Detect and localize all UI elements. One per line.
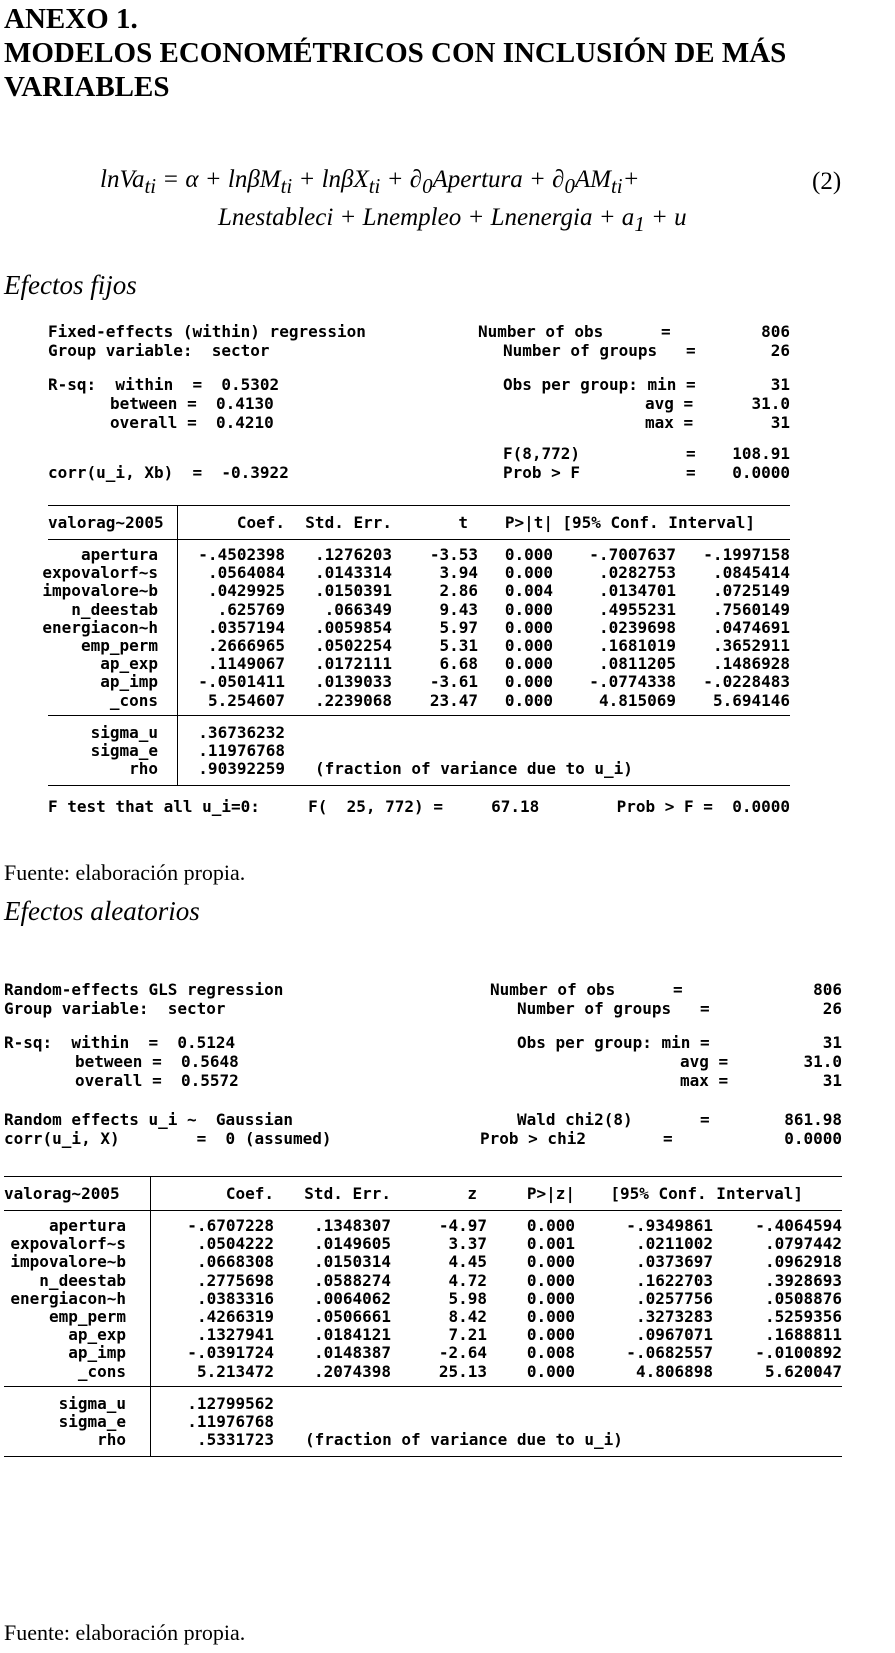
- table-row-ci-low: .0239698: [598, 617, 676, 637]
- table-row-stat: 4.45: [448, 1252, 487, 1272]
- table-row-ci-high: -.0100892: [755, 1343, 842, 1363]
- rsq-overall: overall = 0.4210: [110, 413, 274, 432]
- obs-max-value: 31: [822, 1071, 842, 1090]
- rho-value: .90392259: [198, 758, 285, 778]
- table-row-variable: expovalorf~s: [10, 1234, 126, 1254]
- table-row-coef: .2666965: [207, 636, 285, 655]
- table-row-ci-low: -.0682557: [626, 1343, 713, 1363]
- table-row-coef: .625769: [217, 599, 285, 619]
- regression-title: Fixed-effects (within) regression: [48, 322, 366, 341]
- table-row-stderr: .0064062: [313, 1288, 391, 1308]
- table-row-ci-low: .0373697: [635, 1252, 713, 1272]
- table-row-variable: n_deestab: [71, 599, 158, 619]
- rho-value: .5331723: [196, 1429, 274, 1449]
- table-row-pvalue: 0.000: [504, 545, 553, 564]
- corr-value: corr(u_i, Xb) = -0.3922: [48, 463, 289, 482]
- annex-title-line2: VARIABLES: [4, 71, 170, 103]
- ftest-all-prob: Prob > F = 0.0000: [616, 796, 790, 816]
- table-row-pvalue: 0.008: [526, 1343, 575, 1363]
- table-row-ci-low: .1622703: [635, 1270, 713, 1290]
- table-row-pvalue: 0.000: [504, 599, 553, 619]
- table-row-ci-low: 4.815069: [598, 690, 676, 710]
- table-rule: [48, 539, 790, 540]
- table-rule: [4, 1176, 842, 1177]
- table-row-stderr: .0184121: [313, 1325, 391, 1345]
- sigma-u-label: sigma_u: [58, 1393, 126, 1413]
- obs-min-label: Obs per group: min =: [503, 375, 696, 394]
- table-row-stat: 7.21: [448, 1325, 487, 1345]
- ngroups-value: 26: [770, 341, 790, 360]
- dependent-variable-header: valorag~2005: [48, 513, 164, 532]
- sigma-e-value: .11976768: [198, 740, 285, 760]
- table-row-ci-high: .1486928: [712, 654, 790, 674]
- stderr-header: Std. Err.: [304, 1184, 391, 1203]
- table-row-variable: _cons: [109, 690, 158, 710]
- re-distribution: Random effects u_i ~ Gaussian: [4, 1110, 293, 1129]
- table-rule: [4, 1210, 842, 1211]
- table-row-pvalue: 0.000: [526, 1270, 575, 1290]
- table-row-pvalue: 0.000: [526, 1307, 575, 1326]
- obs-avg-label: avg =: [680, 1052, 729, 1071]
- rho-note: (fraction of variance due to u_i): [315, 758, 633, 778]
- ftest-label: F(8,772) =: [503, 444, 696, 463]
- rho-label: rho: [97, 1429, 126, 1449]
- probchi-value: 0.0000: [784, 1129, 842, 1148]
- table-rule: [48, 505, 790, 506]
- wald-value: 861.98: [784, 1110, 842, 1129]
- table-row-stat: 3.37: [448, 1234, 487, 1254]
- rsq-between: between = 0.5648: [75, 1052, 239, 1071]
- obs-avg-label: avg =: [645, 394, 694, 413]
- table-row-coef: .0564084: [207, 563, 285, 583]
- table-row-variable: energiacon~h: [10, 1288, 126, 1308]
- obs-min-value: 31: [822, 1033, 842, 1052]
- table-row-ci-high: .1688811: [764, 1325, 842, 1345]
- rho-note: (fraction of variance due to u_i): [305, 1429, 623, 1449]
- table-row-stat: -4.97: [438, 1216, 487, 1235]
- table-row-coef: -.6707228: [187, 1216, 274, 1235]
- table-row-stderr: .0149605: [313, 1234, 391, 1254]
- table-row-ci-low: 4.806898: [635, 1361, 713, 1381]
- table-row-ci-low: -.0774338: [589, 672, 676, 692]
- table-row-coef: .4266319: [196, 1307, 274, 1326]
- regression-title: Random-effects GLS regression: [4, 980, 284, 999]
- table-row-variable: emp_perm: [80, 636, 158, 655]
- table-row-pvalue: 0.000: [504, 636, 553, 655]
- table-row-ci-low: .3273283: [635, 1307, 713, 1326]
- table-rule: [48, 785, 790, 786]
- table-row-coef: .0504222: [196, 1234, 274, 1254]
- nobs-value: 806: [761, 322, 790, 341]
- table-row-ci-high: -.1997158: [703, 545, 790, 564]
- obs-avg-value: 31.0: [803, 1052, 842, 1071]
- table-row-ci-high: .0725149: [712, 581, 790, 601]
- coef-header: Coef.: [236, 513, 285, 532]
- nobs-value: 806: [813, 980, 842, 999]
- rsq-within: R-sq: within = 0.5124: [4, 1033, 236, 1052]
- table-row-ci-high: 5.694146: [712, 690, 790, 710]
- table-row-pvalue: 0.000: [526, 1325, 575, 1345]
- rsq-between: between = 0.4130: [110, 394, 274, 413]
- sigma-u-label: sigma_u: [90, 722, 158, 742]
- table-row-stat: 9.43: [439, 599, 478, 619]
- probf-value: 0.0000: [732, 463, 790, 482]
- table-row-ci-high: 5.620047: [764, 1361, 842, 1381]
- table-row-ci-low: .1681019: [598, 636, 676, 655]
- table-row-stat: 2.86: [439, 581, 478, 601]
- ngroups-label: Number of groups =: [503, 341, 696, 360]
- table-row-ci-high: -.4064594: [755, 1216, 842, 1235]
- table-row-stderr: .0588274: [313, 1270, 391, 1290]
- table-row-ci-high: .0797442: [764, 1234, 842, 1254]
- obs-max-label: max =: [645, 413, 694, 432]
- table-row-stat: 25.13: [438, 1361, 487, 1381]
- rsq-overall: overall = 0.5572: [75, 1071, 239, 1090]
- table-row-stderr: .0150391: [314, 581, 392, 601]
- table-row-stat: 5.98: [448, 1288, 487, 1308]
- table-row-stderr: .0502254: [314, 636, 392, 655]
- table-divider: [150, 1176, 151, 1456]
- table-row-pvalue: 0.000: [504, 672, 553, 692]
- table-row-ci-high: .0845414: [712, 563, 790, 583]
- table-row-variable: expovalorf~s: [42, 563, 158, 583]
- table-row-coef: .0668308: [196, 1252, 274, 1272]
- rho-label: rho: [129, 758, 158, 778]
- table-row-variable: ap_imp: [68, 1343, 126, 1363]
- equation-line1: lnVa$_{ti}$ = $\alpha + \ln\beta M_{ti} + \ln\beta X_{ti} + \partial_0Apertura + \partial_0AM_{ti}+$: [100, 166, 640, 198]
- table-row-pvalue: 0.000: [526, 1216, 575, 1235]
- table-row-ci-high: .0508876: [764, 1288, 842, 1308]
- random-source-note: Fuente: elaboración propia.: [4, 1620, 246, 1645]
- table-row-ci-high: .5259356: [764, 1307, 842, 1326]
- table-row-coef: .0429925: [207, 581, 285, 601]
- obs-max-value: 31: [770, 413, 790, 432]
- table-row-pvalue: 0.000: [504, 654, 553, 674]
- equation-line2: Lnestableci + Lnempleo + Lnenergia + $a_1 + u$: [218, 204, 687, 236]
- table-row-stderr: .066349: [324, 599, 392, 619]
- table-row-ci-high: .7560149: [712, 599, 790, 619]
- table-row-stderr: .1348307: [313, 1216, 391, 1235]
- table-row-ci-low: -.7007637: [589, 545, 676, 564]
- table-row-stderr: .0150314: [313, 1252, 391, 1272]
- table-row-stderr: .1276203: [314, 545, 392, 564]
- table-row-pvalue: 0.000: [526, 1288, 575, 1308]
- obs-min-label: Obs per group: min =: [517, 1033, 710, 1052]
- table-row-variable: ap_exp: [100, 654, 158, 674]
- random-effects-heading: Efectos aleatorios: [4, 896, 200, 926]
- table-row-ci-low: .0811205: [598, 654, 676, 674]
- table-row-coef: -.4502398: [198, 545, 285, 564]
- table-row-stderr: .2239068: [314, 690, 392, 710]
- table-row-coef: .0383316: [196, 1288, 274, 1308]
- ci-header: [95% Conf. Interval]: [562, 513, 755, 532]
- table-row-coef: -.0501411: [198, 672, 285, 692]
- table-row-coef: 5.213472: [196, 1361, 274, 1381]
- table-rule: [4, 1386, 842, 1387]
- group-variable: Group variable: sector: [48, 341, 270, 360]
- table-row-ci-high: -.0228483: [703, 672, 790, 692]
- table-row-stderr: .0148387: [313, 1343, 391, 1363]
- equation-number: (2): [812, 168, 842, 195]
- table-row-variable: impovalore~b: [42, 581, 158, 601]
- coef-header: Coef.: [225, 1184, 274, 1203]
- table-row-pvalue: 0.000: [504, 563, 553, 583]
- table-row-variable: apertura: [80, 545, 158, 564]
- table-row-ci-high: .0962918: [764, 1252, 842, 1272]
- table-row-variable: energiacon~h: [42, 617, 158, 637]
- sigma-e-value: .11976768: [187, 1411, 274, 1431]
- table-row-coef: .2775698: [196, 1270, 274, 1290]
- probchi-label: Prob > chi2 =: [480, 1129, 673, 1148]
- table-row-stderr: .0143314: [314, 563, 392, 583]
- sigma-u-value: .12799562: [187, 1393, 274, 1413]
- table-row-stat: 8.42: [448, 1307, 487, 1326]
- table-row-ci-high: .0474691: [712, 617, 790, 637]
- ngroups-value: 26: [822, 999, 842, 1018]
- table-row-ci-low: -.9349861: [626, 1216, 713, 1235]
- fixed-effects-heading: Efectos fijos: [4, 270, 137, 300]
- wald-label: Wald chi2(8) =: [517, 1110, 710, 1129]
- stat-header: t: [458, 513, 468, 532]
- corr-value: corr(u_i, X) = 0 (assumed): [4, 1129, 332, 1148]
- table-rule: [4, 1456, 842, 1457]
- group-variable: Group variable: sector: [4, 999, 226, 1018]
- table-row-stat: -2.64: [438, 1343, 487, 1363]
- table-row-variable: ap_exp: [68, 1325, 126, 1345]
- rsq-within: R-sq: within = 0.5302: [48, 375, 280, 394]
- nobs-label: Number of obs =: [478, 322, 671, 341]
- sigma-u-value: .36736232: [198, 722, 285, 742]
- ci-header: [95% Conf. Interval]: [610, 1184, 803, 1203]
- table-row-variable: n_deestab: [39, 1270, 126, 1290]
- table-row-stat: -3.53: [429, 545, 478, 564]
- ftest-value: 108.91: [732, 444, 790, 463]
- obs-max-label: max =: [680, 1071, 729, 1090]
- table-row-coef: .1327941: [196, 1325, 274, 1345]
- annex-number: ANEXO 1.: [4, 3, 138, 35]
- table-row-stderr: .0506661: [313, 1307, 391, 1326]
- dependent-variable-header: valorag~2005: [4, 1184, 120, 1203]
- sigma-e-label: sigma_e: [90, 740, 158, 760]
- table-row-pvalue: 0.000: [526, 1252, 575, 1272]
- ftest-all: F test that all u_i=0: F( 25, 772) = 67.18: [48, 796, 540, 816]
- table-row-stat: 5.31: [439, 636, 478, 655]
- table-row-ci-low: .0967071: [635, 1325, 713, 1345]
- table-row-stat: 3.94: [439, 563, 478, 583]
- table-row-coef: .0357194: [207, 617, 285, 637]
- table-row-variable: apertura: [48, 1216, 126, 1235]
- table-row-stderr: .0139033: [314, 672, 392, 692]
- nobs-label: Number of obs =: [490, 980, 683, 999]
- table-row-variable: emp_perm: [48, 1307, 126, 1326]
- table-row-ci-high: .3652911: [712, 636, 790, 655]
- obs-min-value: 31: [770, 375, 790, 394]
- table-row-coef: .1149067: [207, 654, 285, 674]
- table-row-ci-high: .3928693: [764, 1270, 842, 1290]
- table-row-pvalue: 0.001: [526, 1234, 575, 1254]
- table-row-variable: _cons: [77, 1361, 126, 1381]
- table-row-coef: 5.254607: [207, 690, 285, 710]
- table-row-ci-low: .0282753: [598, 563, 676, 583]
- fixed-source-note: Fuente: elaboración propia.: [4, 860, 246, 885]
- table-row-coef: -.0391724: [187, 1343, 274, 1363]
- table-row-ci-low: .0257756: [635, 1288, 713, 1308]
- table-row-pvalue: 0.004: [504, 581, 553, 601]
- obs-avg-value: 31.0: [751, 394, 790, 413]
- table-row-pvalue: 0.000: [526, 1361, 575, 1381]
- table-row-ci-low: .0134701: [598, 581, 676, 601]
- table-row-pvalue: 0.000: [504, 690, 553, 710]
- table-row-stat: 6.68: [439, 654, 478, 674]
- table-row-variable: ap_imp: [100, 672, 158, 692]
- pvalue-header: P>|t|: [504, 513, 553, 532]
- ngroups-label: Number of groups =: [517, 999, 710, 1018]
- probf-label: Prob > F =: [503, 463, 696, 482]
- table-row-ci-low: .0211002: [635, 1234, 713, 1254]
- table-divider: [177, 505, 178, 785]
- stat-header: z: [467, 1184, 477, 1203]
- table-row-stat: 5.97: [439, 617, 478, 637]
- annex-title-line1: MODELOS ECONOMÉTRICOS CON INCLUSIÓN DE MÁS: [4, 37, 787, 69]
- table-row-variable: impovalore~b: [10, 1252, 126, 1272]
- table-row-pvalue: 0.000: [504, 617, 553, 637]
- table-row-stderr: .0172111: [314, 654, 392, 674]
- sigma-e-label: sigma_e: [58, 1411, 126, 1431]
- table-row-stderr: .2074398: [313, 1361, 391, 1381]
- table-row-ci-low: .4955231: [598, 599, 676, 619]
- table-row-stat: -3.61: [429, 672, 478, 692]
- pvalue-header: P>|z|: [526, 1184, 575, 1203]
- table-row-stat: 4.72: [448, 1270, 487, 1290]
- table-row-stat: 23.47: [429, 690, 478, 710]
- table-row-stderr: .0059854: [314, 617, 392, 637]
- table-rule: [48, 715, 790, 716]
- stderr-header: Std. Err.: [305, 513, 392, 532]
